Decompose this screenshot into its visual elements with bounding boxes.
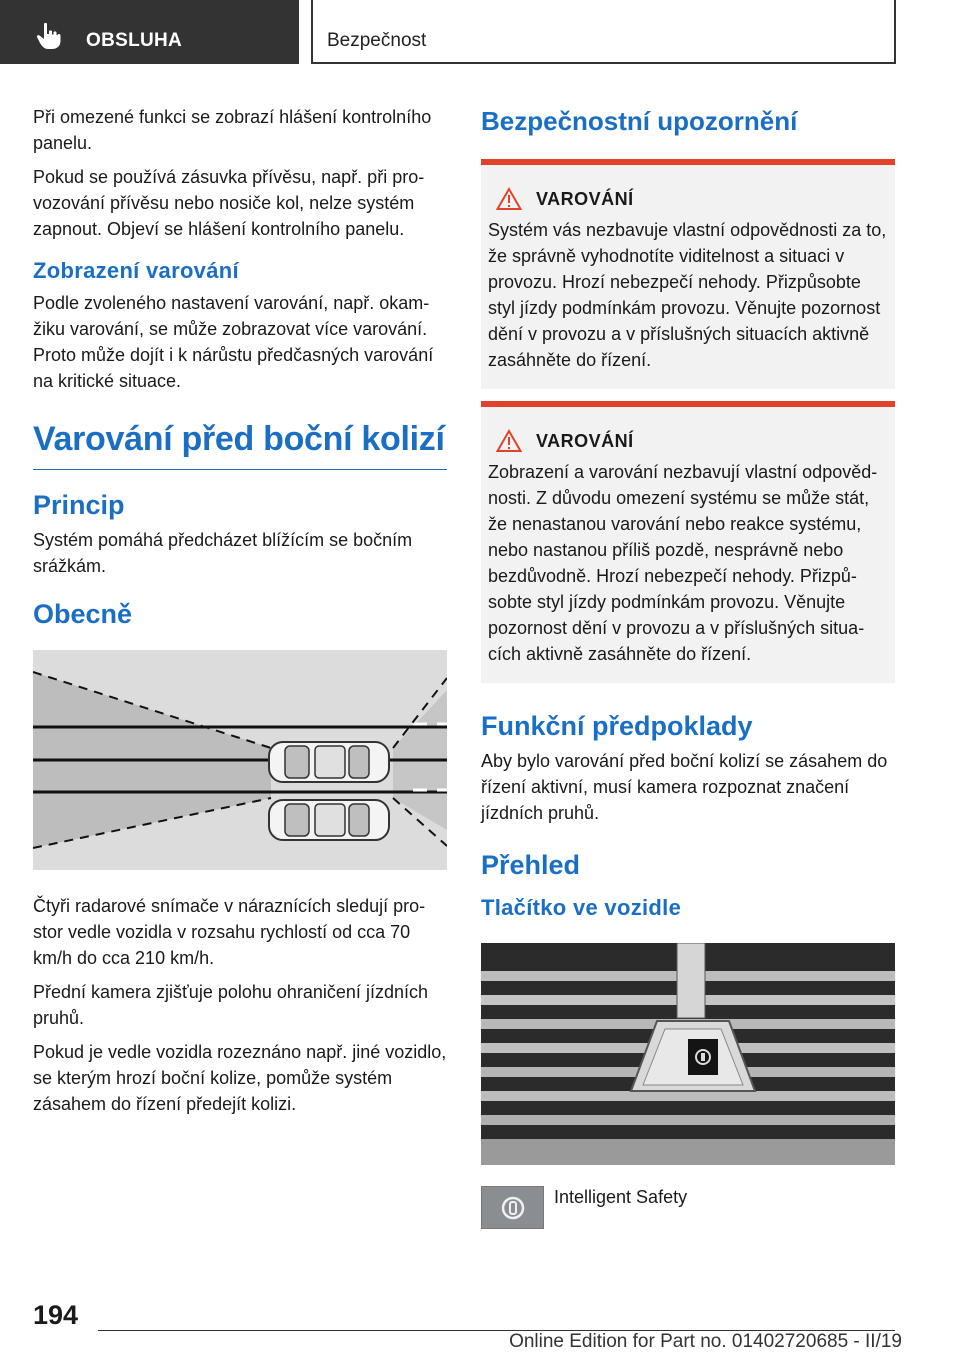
warning-title: VAROVÁNÍ	[536, 430, 634, 451]
heading-safety: Bezpečnostní upozornění	[481, 106, 798, 136]
subheading-display: Zobrazení varování	[33, 258, 239, 283]
page-number: 194	[33, 1300, 79, 1330]
button-legend	[481, 1186, 895, 1229]
warning-text: Systém vás nezbavuje vlastní odpovědnosti za to, že správně vyhodnotíte viditelnost a situaci v provozu. Hrozí nebezpečí nehody. Přizpůsobte styl jízdy podmínkám provozu. Věnujte pozornost dění v provozu a v příslušných situacích aktivně zasáhněte do řízení.	[488, 220, 887, 370]
paragraph: Aby bylo varování před boční kolizí se zásahem do řízení aktivní, musí kamera rozpoznat značení jízdních pruhů.	[481, 751, 888, 823]
car-lower	[269, 800, 389, 840]
warning-title: VAROVÁNÍ	[536, 188, 634, 209]
intelligent-safety-icon[interactable]	[481, 1186, 544, 1229]
main-heading: Varování před boční kolizí	[33, 420, 447, 470]
side-collision-illustration	[33, 650, 447, 870]
right-column	[481, 104, 895, 1229]
footer-edition: Online Edition for Part no. 01402720685 - II/19	[509, 1331, 902, 1352]
paragraph: Při omezené funkci se zobrazí hlášení kontrolního panelu.	[33, 107, 432, 153]
paragraph: Pokud se používá zásuvka přívěsu, např. při provozování přívěsu nebo nosiče kol, nelze systém zapnout. Objeví se hlášení kontrolního panelu.	[33, 167, 425, 239]
warning-triangle-icon	[496, 187, 522, 211]
paragraph: Pokud je vedle vozidla rozeznáno např. jiné vozidlo, se kterým hrozí boční kolize, pomůže systém zásahem do řízení předejít kolizi.	[33, 1042, 447, 1114]
warning-triangle-icon	[496, 429, 522, 453]
button-label: Intelligent Safety	[554, 1187, 688, 1207]
paragraph: Podle zvoleného nastavení varování, např. okamžiku varování, se může zobrazovat více varování. Proto může dojít i k nárůstu předčasných varování na kritické situace.	[33, 293, 434, 391]
pointing-hand-icon	[36, 22, 62, 50]
paragraph: Čtyři radarové snímače v náraznících sledují prostor vedle vozidla v rozsahu rychlostí od cca 70 km/h do cca 210 km/h.	[33, 896, 426, 968]
section-label: Bezpečnost	[327, 30, 427, 51]
heading-button: Tlačítko ve vozidle	[481, 895, 682, 920]
paragraph: Přední kamera zjišťuje polohu ohraničení jízdních pruhů.	[33, 982, 428, 1028]
left-column	[33, 104, 447, 1125]
warning-box	[481, 401, 895, 683]
header-chapter-tab	[0, 0, 299, 64]
warning-box	[481, 159, 895, 389]
heading-princip: Princip	[33, 490, 125, 520]
car-upper	[269, 742, 389, 782]
warning-text: Zobrazení a varování nezbavují vlastní odpovědnosti. Z důvodu omezení systému se může stát, že nenastanou varování nebo reakce systému, nebo nastanou příliš pozdě, nesprávně nebo bezdůvodně. Hrozí nebezpečí nehody. Přizpůsobte styl jízdy podmínkám provozu. Věnujte pozornost dění v provozu a v příslušných situacích aktivně zasáhněte do řízení.	[488, 462, 878, 664]
heading-func: Funkční předpoklady	[481, 711, 753, 741]
grille-button-illustration	[481, 943, 895, 1165]
chapter-label: OBSLUHA	[86, 30, 183, 51]
heading-obecne: Obecně	[33, 599, 133, 629]
heading-overview: Přehled	[481, 850, 581, 880]
header-section-box	[311, 0, 896, 64]
paragraph: Systém pomáhá předcházet blížícím se bočním srážkám.	[33, 530, 413, 576]
